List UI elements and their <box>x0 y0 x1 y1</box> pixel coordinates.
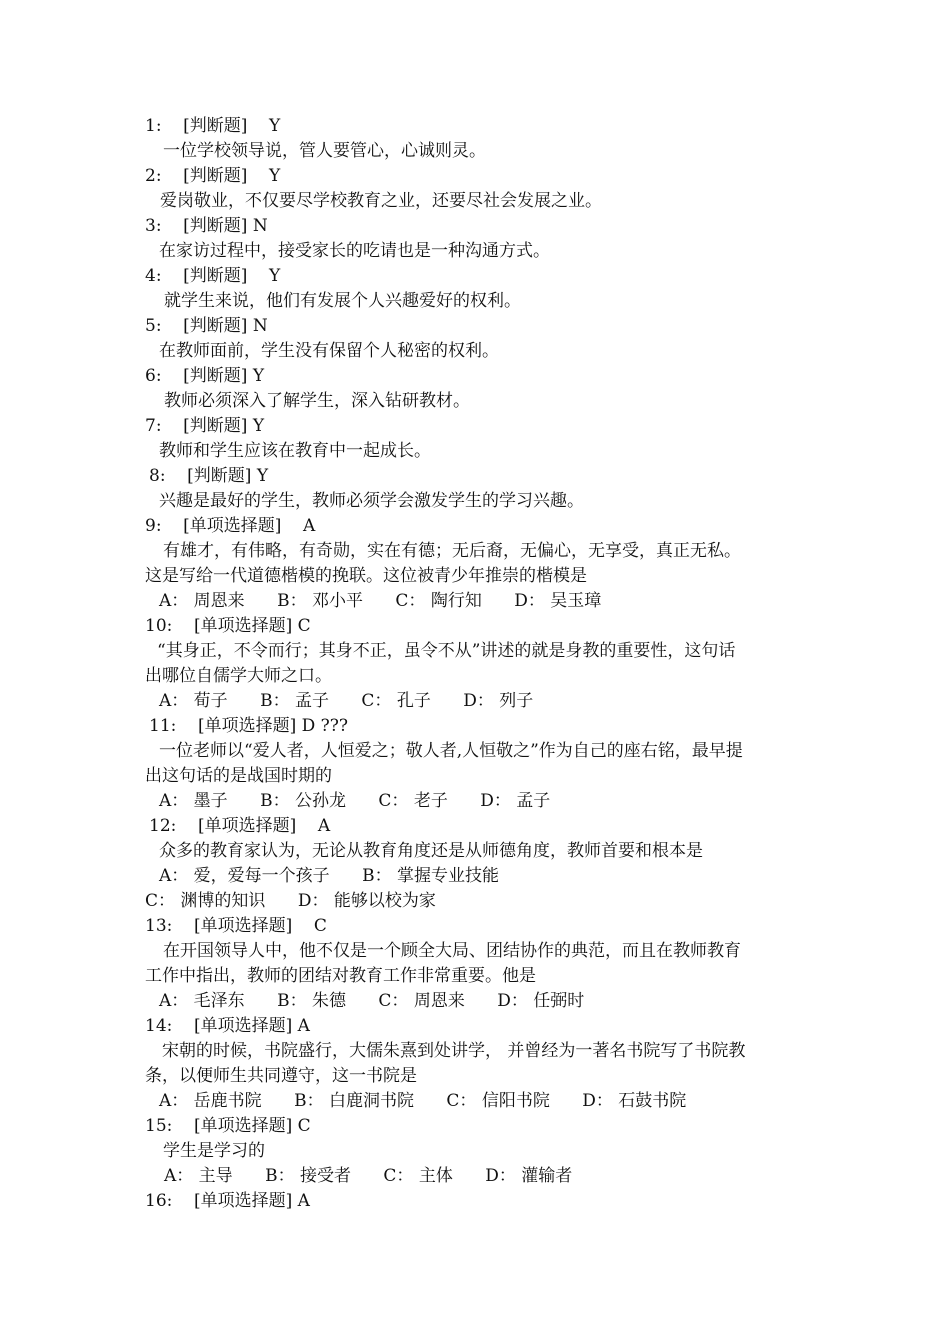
question-text: 在家访过程中，接受家长的吃请也是一种沟通方式。 <box>159 241 550 261</box>
question-text: 在教师面前，学生没有保留个人秘密的权利。 <box>159 341 499 361</box>
answer-options: A： 墨子 B： 公孙龙 C： 老子 D： 孟子 <box>159 791 551 811</box>
question-header: 4: [判断题] Y <box>145 266 281 286</box>
question-text: 学生是学习的 <box>163 1141 265 1161</box>
question-header: 8: [判断题] Y <box>149 466 269 486</box>
question-header: 15: [单项选择题] C <box>145 1116 311 1136</box>
question-text: 就学生来说，他们有发展个人兴趣爱好的权利。 <box>164 291 521 311</box>
question-text: 工作中指出，教师的团结对教育工作非常重要。他是 <box>145 966 536 986</box>
question-text: 爱岗敬业，不仅要尽学校教育之业，还要尽社会发展之业。 <box>160 191 602 211</box>
answer-options: A： 主导 B： 接受者 C： 主体 D： 灌输者 <box>164 1166 573 1186</box>
answer-options: A： 毛泽东 B： 朱德 C： 周恩来 D： 任弼时 <box>159 991 585 1011</box>
question-text: 宋朝的时候，书院盛行，大儒朱熹到处讲学， 并曾经为一著名书院写了书院教 <box>162 1041 746 1061</box>
question-header: 2: [判断题] Y <box>145 166 281 186</box>
question-text: 教师必须深入了解学生，深入钻研教材。 <box>164 391 470 411</box>
question-text: 一位老师以“爱人者，人恒爱之；敬人者,人恒敬之”作为自己的座右铭，最早提 <box>159 741 743 761</box>
question-header: 16: [单项选择题] A <box>145 1191 310 1211</box>
question-text: 教师和学生应该在教育中一起成长。 <box>159 441 431 461</box>
question-text: 条，以便师生共同遵守，这一书院是 <box>145 1066 417 1086</box>
question-text: 出哪位自儒学大师之口。 <box>145 666 332 686</box>
question-header: 9: [单项选择题] A <box>145 516 316 536</box>
question-text: 有雄才，有伟略，有奇勋，实在有德；无后裔，无偏心，无享受，真正无私。 <box>163 541 741 561</box>
question-header: 11: [单项选择题] D ??? <box>149 716 349 736</box>
question-text: “其身正，不令而行；其身不正，虽令不从”讲述的就是身教的重要性，这句话 <box>157 641 736 661</box>
question-text: 众多的教育家认为，无论从教育角度还是从师德角度，教师首要和根本是 <box>159 841 703 861</box>
question-text: 这是写给一代道德楷模的挽联。这位被青少年推崇的楷模是 <box>145 566 587 586</box>
question-header: 10: [单项选择题] C <box>145 616 311 636</box>
answer-options: C： 渊博的知识 D： 能够以校为家 <box>145 891 436 911</box>
answer-options: A： 爱，爱每一个孩子 B： 掌握专业技能 <box>159 866 499 886</box>
answer-options: A： 岳鹿书院 B： 白鹿洞书院 C： 信阳书院 D： 石鼓书院 <box>159 1091 687 1111</box>
question-header: 13: [单项选择题] C <box>145 916 327 936</box>
question-header: 1: [判断题] Y <box>145 116 281 136</box>
answer-options: A： 荀子 B： 孟子 C： 孔子 D： 列子 <box>159 691 534 711</box>
question-text: 一位学校领导说，管人要管心，心诚则灵。 <box>163 141 486 161</box>
question-header: 5: [判断题] N <box>145 316 268 336</box>
question-header: 7: [判断题] Y <box>145 416 265 436</box>
question-text: 在开国领导人中，他不仅是一个顾全大局、团结协作的典范，而且在教师教育 <box>163 941 741 961</box>
question-text: 出这句话的是战国时期的 <box>145 766 332 786</box>
answer-options: A： 周恩来 B： 邓小平 C： 陶行知 D： 吴玉璋 <box>159 591 602 611</box>
question-header: 14: [单项选择题] A <box>145 1016 310 1036</box>
question-header: 12: [单项选择题] A <box>149 816 331 836</box>
question-header: 3: [判断题] N <box>145 216 268 236</box>
question-header: 6: [判断题] Y <box>145 366 265 386</box>
question-text: 兴趣是最好的学生，教师必须学会激发学生的学习兴趣。 <box>159 491 584 511</box>
